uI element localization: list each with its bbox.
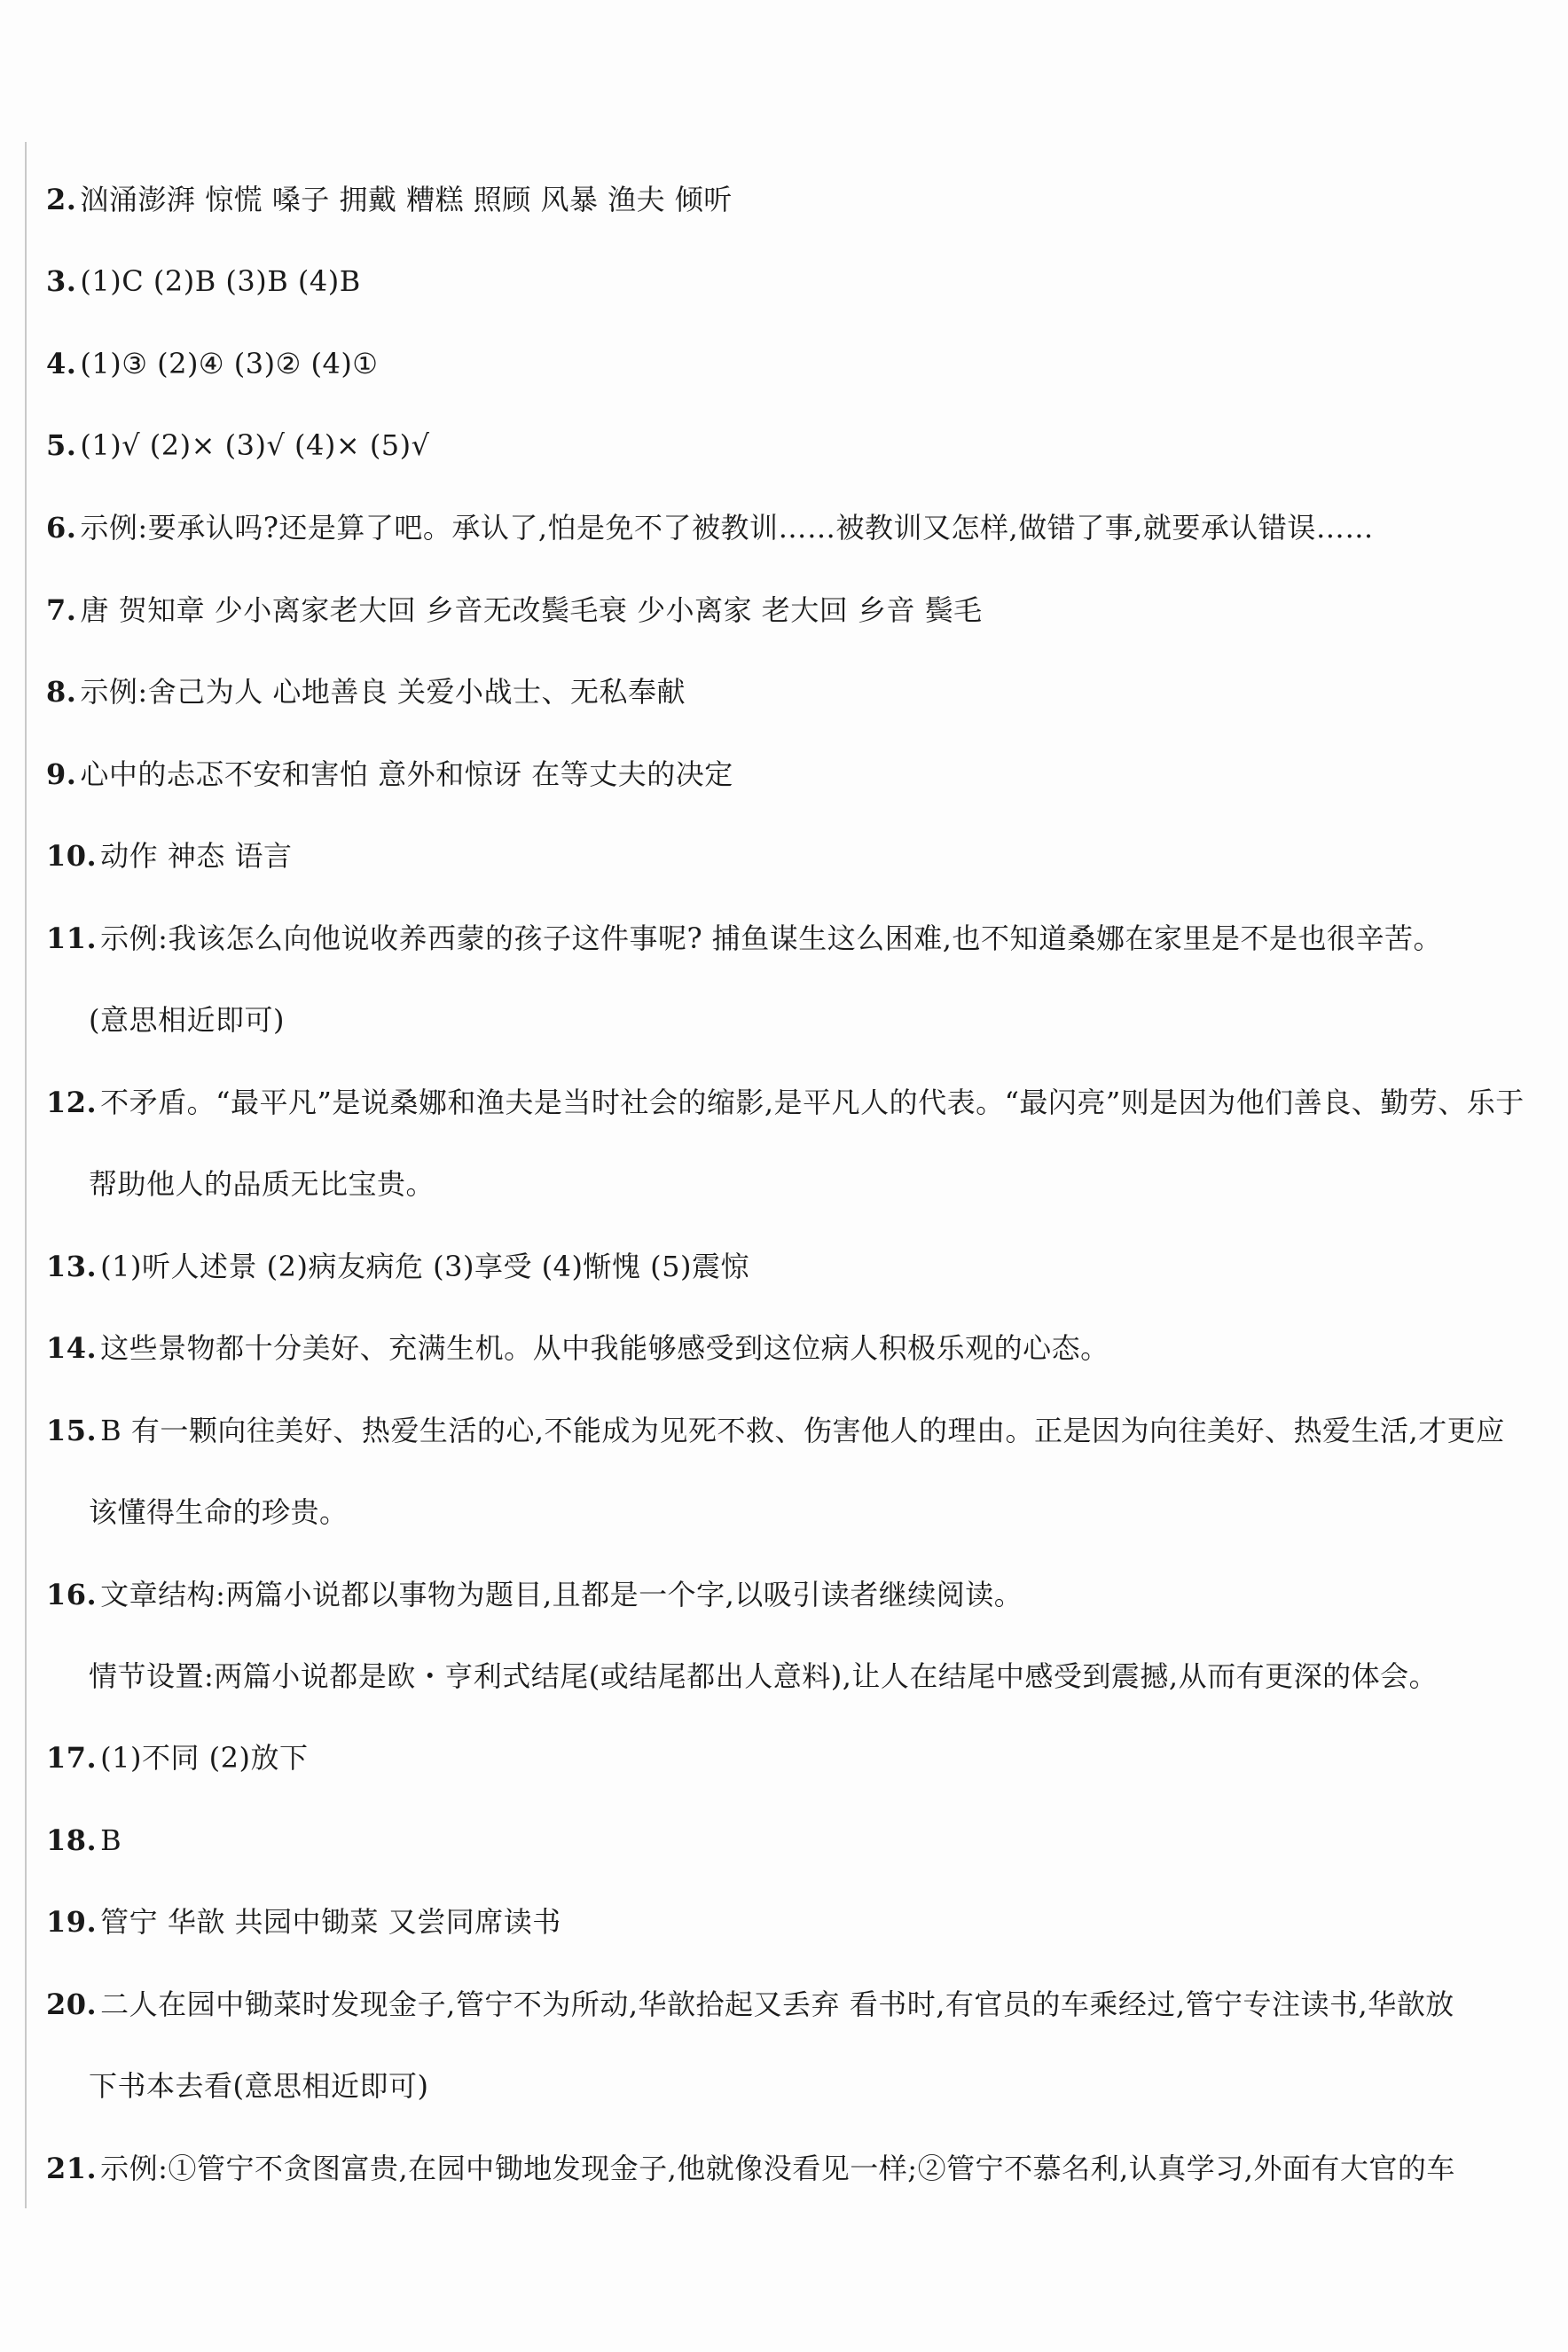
answer-text: (1)③ (2)④ (3)② (4)① — [80, 347, 379, 380]
answer-text: (1)听人述景 (2)病友病危 (3)享受 (4)惭愧 (5)震惊 — [100, 1250, 750, 1283]
answer-8 — [46, 674, 686, 710]
answer-number: 6. — [46, 511, 77, 545]
answer-16 — [46, 1577, 1023, 1612]
answer-number: 8. — [46, 675, 77, 709]
answer-text: (1)√ (2)× (3)√ (4)× (5)√ — [80, 428, 430, 462]
answer-19 — [46, 1904, 561, 1940]
answer-20 — [46, 1987, 1454, 2022]
answer-number: 15. — [46, 1414, 98, 1447]
answer-number: 16. — [46, 1578, 98, 1611]
answer-20-continued — [89, 2068, 428, 2104]
answer-number: 3. — [46, 264, 77, 298]
answer-text: (意思相近即可) — [89, 1003, 285, 1037]
answer-15 — [46, 1413, 1505, 1448]
answer-text: 心中的忐忑不安和害怕 意外和惊讶 在等丈夫的决定 — [80, 757, 733, 791]
answer-text: 这些景物都十分美好、充满生机。从中我能够感受到这位病人积极乐观的心态。 — [100, 1331, 1109, 1365]
answer-15-continued — [89, 1494, 349, 1530]
answer-number: 4. — [46, 347, 77, 380]
answer-text: 示例:我该怎么向他说收养西蒙的孩子这件事呢? 捕鱼谋生这么困难,也不知道桑娜在家里是不是也很辛苦。 — [100, 921, 1442, 955]
answer-text: 动作 神态 语言 — [100, 839, 293, 873]
answer-4 — [46, 346, 378, 381]
answer-7 — [46, 592, 983, 628]
answer-number: 19. — [46, 1905, 98, 1939]
answer-number: 9. — [46, 757, 77, 791]
answer-text: B 有一颗向往美好、热爱生活的心,不能成为见死不救、伤害他人的理由。正是因为向往美好、热爱生活,才更应 — [100, 1414, 1505, 1447]
answer-number: 14. — [46, 1331, 98, 1365]
answer-number: 12. — [46, 1086, 98, 1119]
answer-text: 唐 贺知章 少小离家老大回 乡音无改鬓毛衰 少小离家 老大回 乡音 鬓毛 — [80, 593, 983, 627]
answer-number: 13. — [46, 1250, 98, 1283]
answer-number: 11. — [46, 921, 98, 955]
answer-17 — [46, 1740, 309, 1776]
answer-text: 下书本去看(意思相近即可) — [89, 2069, 429, 2103]
answer-number: 21. — [46, 2152, 98, 2185]
answer-12 — [46, 1085, 1525, 1120]
answer-number: 10. — [46, 839, 98, 873]
answer-2 — [46, 182, 733, 217]
answer-number: 18. — [46, 1823, 98, 1857]
answer-number: 17. — [46, 1741, 98, 1775]
answer-13 — [46, 1249, 749, 1284]
answer-10 — [46, 838, 293, 874]
answer-text: 该懂得生命的珍贵。 — [89, 1495, 349, 1529]
margin-rule — [25, 142, 27, 2208]
answer-text: 二人在园中锄菜时发现金子,管宁不为所动,华歆拾起又丢弃 看书时,有官员的车乘经过,管宁专注读书,华歆放 — [100, 1987, 1454, 2021]
answer-text: 示例:要承认吗?还是算了吧。承认了,怕是免不了被教训……被教训又怎样,做错了事,就要承认错误…… — [80, 511, 1374, 545]
answer-text: B — [100, 1823, 122, 1857]
answer-number: 20. — [46, 1987, 98, 2021]
answer-number: 2. — [46, 183, 77, 216]
answer-text: 管宁 华歆 共园中锄菜 又尝同席读书 — [100, 1905, 561, 1939]
answer-18 — [46, 1823, 122, 1858]
answer-12-continued — [89, 1166, 435, 1202]
answer-text: 汹涌澎湃 惊慌 嗓子 拥戴 糟糕 照顾 风暴 渔夫 倾听 — [80, 183, 733, 216]
answer-number: 7. — [46, 593, 77, 627]
answer-text: 示例:①管宁不贪图富贵,在园中锄地发现金子,他就像没看见一样;②管宁不慕名利,认真学习,外面有大官的车 — [100, 2152, 1455, 2185]
answer-text: 情节设置:两篇小说都是欧・亨利式结尾(或结尾都出人意料),让人在结尾中感受到震撼,从而有更深的体会。 — [89, 1659, 1439, 1693]
answer-14 — [46, 1330, 1109, 1366]
answer-5 — [46, 427, 430, 463]
answer-6 — [46, 510, 1374, 545]
answer-number: 5. — [46, 428, 77, 462]
answer-text: 帮助他人的品质无比宝贵。 — [89, 1167, 435, 1201]
answer-text: (1)不同 (2)放下 — [100, 1741, 309, 1775]
answer-3 — [46, 263, 361, 299]
answer-text: (1)C (2)B (3)B (4)B — [80, 264, 361, 298]
answer-21 — [46, 2151, 1455, 2186]
answer-text: 不矛盾。“最平凡”是说桑娜和渔夫是当时社会的缩影,是平凡人的代表。“最闪亮”则是因为他们善良、勤劳、乐于 — [100, 1086, 1525, 1119]
answer-text: 文章结构:两篇小说都以事物为题目,且都是一个字,以吸引读者继续阅读。 — [100, 1578, 1023, 1611]
answer-9 — [46, 757, 733, 792]
answer-text: 示例:舍己为人 心地善良 关爱小战士、无私奉献 — [80, 675, 686, 709]
answer-11-continued — [89, 1002, 285, 1038]
answer-16-continued — [89, 1658, 1438, 1694]
answer-11 — [46, 921, 1442, 956]
